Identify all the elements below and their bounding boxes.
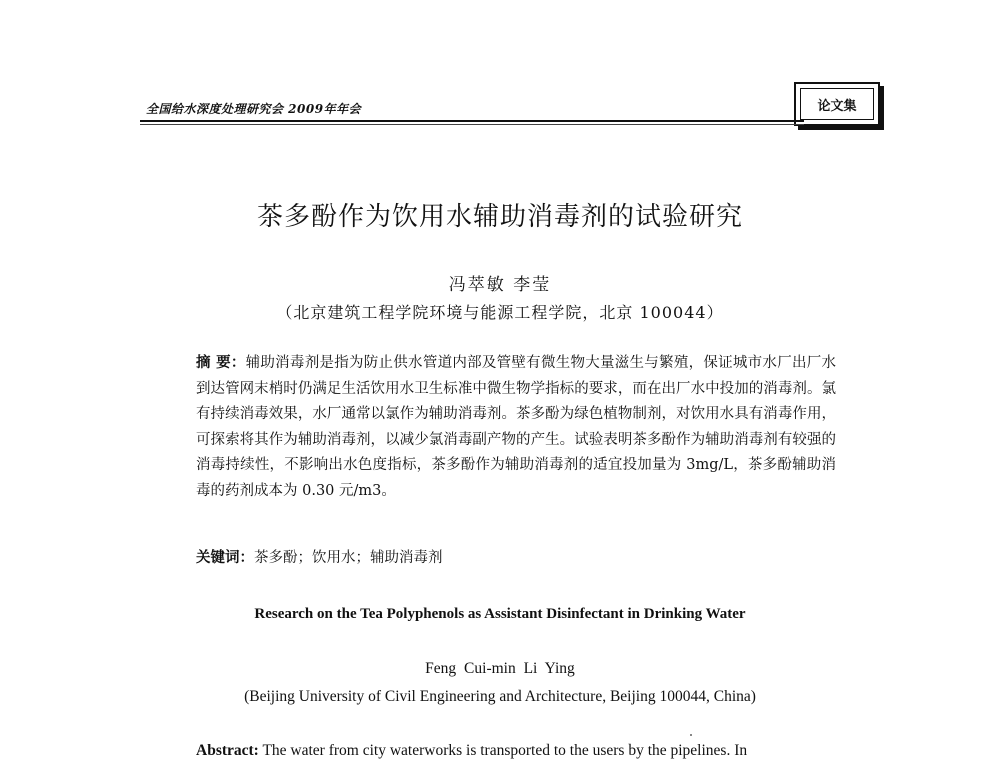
keywords-text-cn: 茶多酚；饮用水；辅助消毒剂 xyxy=(254,550,443,566)
scan-speck xyxy=(690,734,692,736)
abstract-en xyxy=(196,742,846,760)
paper-title-en: Research on the Tea Polyphenols as Assistant Disinfectant in Drinking Water xyxy=(254,606,746,622)
keywords-cn xyxy=(196,546,836,567)
affiliation-cn: （北京建筑工程学院环境与能源工程学院，北京 100044） xyxy=(276,303,724,322)
paper-title-cn: 茶多酚作为饮用水辅助消毒剂的试验研究 xyxy=(256,202,743,232)
abstract-cn xyxy=(196,350,836,504)
authors-en: Feng Cui-min Li Ying xyxy=(425,660,575,677)
abstract-text-cn: 辅助消毒剂是指为防止供水管道内部及管壁有微生物大量滋生与繁殖，保证城市水厂出厂水到达管网末梢时仍满足生活饮用水卫生标准中微生物学指标的要求，而在出厂水中投加的消毒剂。氯有持续消毒效果，水厂通常以氯作为辅助消毒剂。茶多酚为绿色植物制剂，对饮用水具有消毒作用，可探索将其作为辅助消毒剂，以减少氯消毒副产物的产生。试验表明茶多酚作为辅助消毒剂有较强的消毒持续性，不影响出水色度指标，茶多酚作为辅助消毒剂的适宜投加量为 3mg/L，茶多酚辅助消毒的药剂成本为 0.30 元/m3。 xyxy=(196,355,836,499)
abstract-label-en: Abstract: xyxy=(196,742,259,759)
abstract-label-cn: 摘 要： xyxy=(196,354,246,371)
running-header: 全国给水深度处理研究会 2009年年会 xyxy=(146,102,362,116)
header-rule xyxy=(140,120,804,122)
affiliation-en: (Beijing University of Civil Engineering and Architecture, Beijing 100044, China) xyxy=(244,688,756,705)
header-rule-thin xyxy=(140,124,804,125)
keywords-label-cn: 关键词： xyxy=(196,549,254,566)
authors-cn: 冯萃敏 李莹 xyxy=(448,275,552,295)
proceedings-badge: 论文集 xyxy=(794,82,880,126)
abstract-text-en: The water from city waterworks is transported to the users by the pipelines. In xyxy=(262,742,748,759)
